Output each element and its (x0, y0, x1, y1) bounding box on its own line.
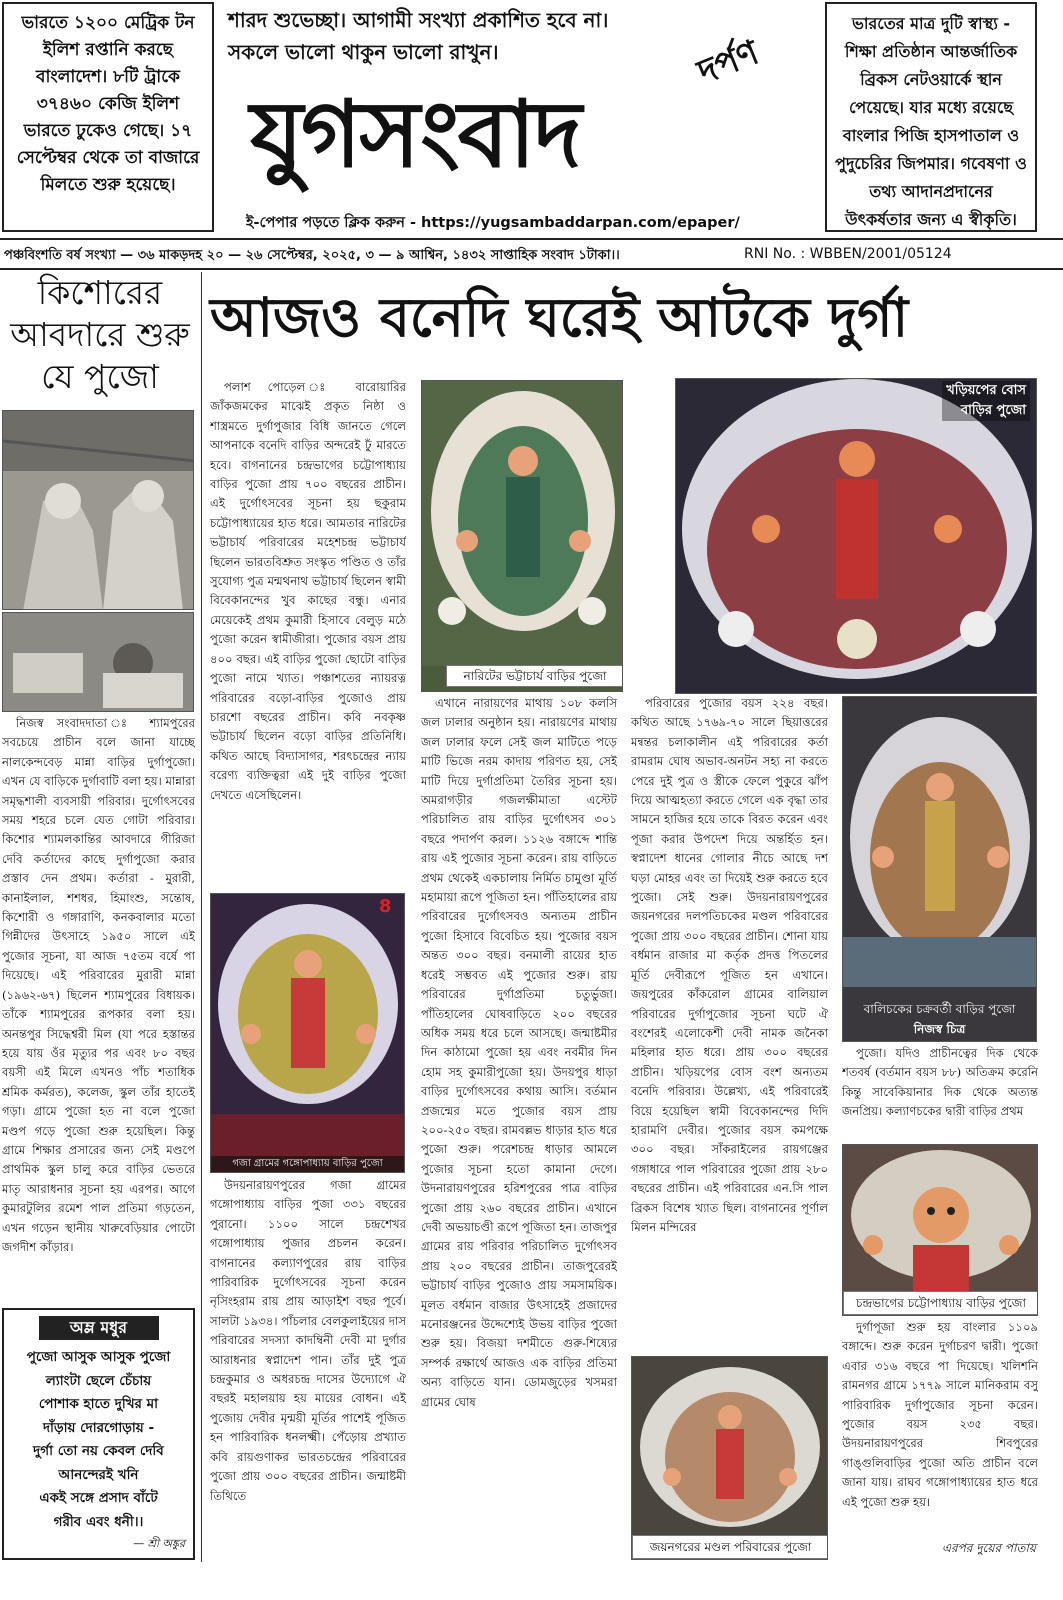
poem-lines (4, 1346, 193, 1534)
caption-jaynagar: জয়নগরের মণ্ডল পরিবারের পুজো (632, 1535, 828, 1559)
photo-khariop (675, 378, 1037, 694)
rni-number: RNI No. : WBBEN/2001/05124 (744, 246, 952, 262)
column-4-bottom-text: দুর্গাপূজা শুরু হয় বাংলার ১১০৯ বঙ্গাব্দে। শুরু করেন দুর্গাচরণ দ্বারী। পুজো এবার ৩১৬ বছরে পা দিয়েছে। খলিশনি রামনগর গ্রামে ১৭৭৯ সালে মানিকরাম বসু পারিবারিক দুর্গাপুজোর সূচনা করেন। পুজোর বয়স ২৩৫ বছর। উদয়নারায়ণপুরের শিবপুরের গাঙ্গুলিবাড়ির পুজো অতি প্রাচীন বলে জানা যায়। রাঘব গঙ্গোপাধ্যায়ের হাত ধরে এই পুজো শুরু হয়। (842, 1320, 1038, 1509)
column-4-top (842, 1044, 1038, 1142)
chandrabhag-idol-photo (843, 1145, 1038, 1295)
greeting-line-1: শারদ শুভেচ্ছা। আগামী সংখ্যা প্রকাশিত হবে না। (228, 8, 609, 32)
caption-balichak-line2: নিজস্ব চিত্র (913, 1022, 966, 1036)
greeting-line-2: সকলে ভালো থাকুন ভালো রাখুন। (228, 40, 499, 64)
caption-khariop-line2: বাড়ির পুজো (960, 403, 1026, 418)
caption-balichak-line1: বালিচকের চক্রবর্তী বাড়ির পুজো (863, 1002, 1016, 1016)
column-2-text: এখানে নারায়ণের মাথায় ১০৮ কলসি জল ঢালার অনুষ্ঠান হয়। নারায়ণের মাথায় জল ঢালার ফলে সেই জল মাটিতে পড়ে মাটি ভিজে নরম কাদায় পরিণত হয়, সেই মাটি দিয়ে দুর্গাপ্রতিমা তৈরির সূচনা হয়। অমরাগড়ীর গজলক্ষীমাতা এস্টেট পরিচালিত রায় বাড়ির দুর্গোৎসব ৩০১ বছরে পদার্পণ করল। ১১২৬ বঙ্গাব্দে শান্তি রায় এই পুজোর সূচনা করেন। রায় বাড়িতে প্রথম থেকেই একচালায় নির্মিত চামুণ্ডা মূর্তি মহামায়া রূপে পূজিতা হন। পাঁতিহালের রায় পরিবারের দুর্গোৎসবও অন্যতম প্রাচীন পুজো হিসাবে বিবেচিত হয়। পুজোর বয়স অন্তত ৩০০ বছর। বনমালী রায়ের হাত ধরেই সম্ভবত এই পুজোর শুরু। রায় পরিবারের দুর্গাপ্রতিমা চতুর্ভুজা। পাঁতিহালের ঘোষবাড়িতে ২০০ বছরের অধিক সময় ধরে চলে আসছে। জন্মাষ্টমীর দিন কাঠামো পুজো হয় এবং নবমীর দিন হোম সহ কুমারীপুজো হয়। উদয়পুর ধাড়া বাড়ির দুর্গোৎসবের কথায় আসি। বর্তমান প্রজন্মের মতে পুজোর বয়স প্রায় ২০০-২৫০ বছর। রামবল্লভ ধাড়ার হাত ধরে পুজো শুরু। পরেশচন্দ্র ধাড়ার আমলে পুজোর সূচনা হতো কামানা দেগে। উদনারায়ণপুরের হরিশপুরের পাত্র বাড়ির পুজো প্রায় ২৬০ বছরের প্রাচীন। এখানে দেবী অভয়াচণ্ডী রূপে পূজিতা হন। তাজপুর গ্রামের রায় পরিবার পরিচালিত দুর্গোৎসব প্রায় ২০০ বছরের প্রাচীন। তাজপুরেরই ভট্টাচার্য বাড়ির পুজোও প্রায় সমসাময়িক। মূলত বর্ধমান বাজার উৎসাহেই প্রজাদের মনোরঞ্জনের উদ্দেশ্যেই উভয় বাড়ির পুজো শুরু হয়। বিজয়া দশমীতে গুরু-শিষ্যের সম্পর্ক রক্ষার্থে আজও এক বাড়ির প্রতিমা অন্য বাড়িতে যান। ডোমজুড়ের খসমরা গ্রামের ঘোষ (421, 696, 617, 1409)
column-2 (421, 694, 617, 1562)
left-photo-workers (2, 612, 194, 712)
top-left-news-text: ভারতে ১২০০ মেট্রিক টন ইলিশ রপ্তানি করছে বাংলাদেশ। ৮টি ট্রাকে ৩৭৪৬০ কেজি ইলিশ ভারতে ঢুকেও গেছে। ১৭ সেপ্টেম্বর থেকে তা বাজারে মিলতে শুরু হয়েছে। (16, 13, 200, 195)
left-photo-artisans (2, 410, 194, 610)
poem-line: ল্যাংটা ছেলে চেঁচায় (45, 1372, 152, 1389)
header-rule-top (0, 238, 1063, 240)
caption-gaja: গজা গ্রামের গঙ্গোপাধ্যায় বাড়ির পুজো (211, 1156, 404, 1172)
column-1-bottom-text: উদয়নারায়ণপুরের গজা গ্রামের গঙ্গোপাধ্যায় বাড়ির পুজা ৩৩১ বছরের পুরানো। ১১০০ সালে চন্দ্রশেখর গঙ্গোপাধ্যায় পুজার প্রচলন করেন। বাগনানের কল্যাণপুরের রায় বাড়ির পারিবারিক দুর্গোৎসবের সূচনা করেন নৃসিংহরাম রায় প্রায় আড়াইশ বছর পূর্বে। সালটা ১৯৩৪। পাঁচলার বেলকুলাইয়ের দাস পরিবারের সদস্যা কাদম্বিনী দেবী মা দুর্গার আরাধনার স্বপ্নাদেশ পান। তাঁর দুই পুত্র চন্দ্রকুমার ও অধরচন্দ্র দাসের উদ্যোগে ঐ বছরই মহালয়ায় হয় মায়ের বোধন। এই পুজোয় দেবীর মৃন্ময়ী মূর্তির পাশেই পূজিত হন পারিবারিক ধনলক্ষ্মী। পেঁড়োয় প্রখ্যাত কবি রায়গুণাকর ভারতচন্দ্রের পরিবারের পুজো প্রায় ৩০০ বছরের প্রাচীন। জন্মাষ্টমী তিথিতে (210, 1178, 406, 1503)
balichak-idol-photo (843, 697, 1037, 1042)
main-headline: আজও বনেদি ঘরেই আটকে দুর্গা (210, 286, 909, 349)
masthead-title: যুগসংবাদ (250, 81, 580, 188)
left-story-text: নিজস্ব সংবাদদাতা ঃ শ্যামপুরের সবচেয়ে প্রাচীন বলে জানা যাচ্ছে নালকেন্দবেড় মান্না বাড়ির দুর্গাপুজো। এখন যে বাড়িকে দুর্গাবাটি বলা হয়। মান্নারা সমৃদ্ধশালী ব্যবসায়ী পরিবার। দুর্গোৎসবের সময় শহরে চলে যেত গোটা পরিবার। কিশোর শ্যামলকান্তির আবদারে গীরিজা দেবি কর্তাদের কাছে দুর্গাপুজো করার প্রস্তাব দেন প্রথম। কর্তারা - মুরারী, কানাইলাল, শশধর, হিমাংশু, সন্তোষ, কিশোরী ও গঙ্গারাণি, কনকবালার মতো গিন্নীদের উৎসাহে ১৯৫০ সালে এই পুজোর সূচনা, যা আজ ৭৫তম বর্ষে পা দিয়েছে। এই পরিবারের মুরারী মান্না (১৯৬২-৬৭) ছিলেন শ্যামপুরের বিধায়ক। তাঁকে শ্যামপুরের রূপকার বলা হয়। অনন্তপুর সিদ্ধেশ্বরী মিল (যা পরে হস্তান্তর হয়ে যায় ওঁর মৃত্যুর পর এবং ৮০ বছর বয়সী এই মিলে এখনও পাঁচ শতাধিক শ্রমিক কর্মরত), কলেজ, স্কুল তাঁর হাতেই গড়া। গ্রামে পুজো হত না বলে পুজো মণ্ডপ গড়ে পুজো শুরু হয়েছিল। কিন্তু গ্রামে শিক্ষার প্রসারের জন্য সেই মণ্ডপে প্রাথমিক স্কুল চালু করে বাড়ির ভেতরে মাতৃ আরাধনার সূচনা হয় এরপর। আগে কুমারটুলির রমেশ পাল প্রতিমা গড়তেন, এখন গড়েন স্থানীয় খারুবেড়িয়ার পোটো জগদীশ কাঁড়ার। (2, 716, 195, 1254)
top-right-news-text: ভারতের মাত্র দুটি স্বাস্থ্য - শিক্ষা প্রতিষ্ঠান আন্তর্জাতিক ব্রিকস নেটওয়ার্কে স্থান পেয়েছে। যার মধ্যে রয়েছে বাংলার পিজি হাসপাতাল ও পুদুচেরির জিপমার। গবেষণা ও তথ্য আদানপ্রদানের উৎকর্ষতার জন্য এ স্বীকৃতি। (835, 14, 1027, 229)
idol-making-photo (3, 411, 194, 610)
poem-line: পুজো আসুক আসুক পুজো (26, 1349, 171, 1365)
caption-khariop-line1: খড়িয়পের বোস (946, 383, 1026, 398)
jaynagar-idol-photo (632, 1357, 828, 1537)
column-1-top (210, 378, 406, 888)
column-3-text: পরিবারের পুজোর বয়স ২২৪ বছর। কথিত আছে ১৭৬৯-৭০ সালে ছিয়াত্তরের মন্বন্তর চলাকালীন এই পরিবারের কর্তা রামরাম ঘোষ অভাব-অনটন সহ্য না করতে পেরে দুই পুত্র ও স্ত্রীকে ফেলে পুকুরে ঝাঁপ দিয়ে আত্মহত্যা করতে গেলে এক বৃদ্ধা তার সামনে হাজির হয়ে তাকে বিরত করেন এবং পূজা করার উপদেশ দিয়ে অন্তর্হিত হন। স্বপ্নাদেশ ধানের গোলার নীচে আছে দশ ঘড়া মোহর এবং তা দিয়েই শুরু করতে হবে পুজো। সেই শুরু। উদয়নারায়ণপুরের জয়নগরের দলপতিচকের মণ্ডল পরিবারের পুজো প্রায় ৩০০ বছরের প্রাচীন। শোনা যায় বর্ধমান রাজার মা কর্তৃক প্রদত্ত পিতলের মূর্তি দেবীরূপে পূজিত হন এখানে। জয়পুরের কাঁকরোল গ্রামের বালিয়াল পরিবারের দুর্গাপুজোর সূচনা ঘটে ঐ বংশেরই এলোকেশী দেবী নামক জনৈকা মহিলার হাত ধরে। প্রায় ৩০০ বছরের প্রাচীন। খড়িয়পের বোস বংশ অন্যতম বনেদি পরিবার। উল্লেখ্য, এই পরিবারেই বিয়ে হয়েছিল স্বামী বিবেকানন্দের দিদি হারামণি দেবীর। পুজোর বয়স কমপক্ষে ৩০০ বছর। সাঁকরাইলের রায়গঞ্জের গঙ্গাধারে পাল পরিবারের পুজো প্রায় ২৮০ বছরের প্রাচীন। এই পরিবারের এন.সি পাল ব্রিকস বিশেষ খ্যাত ছিল। বাগনানের পূর্ণাল মিলন মন্দিরের (631, 696, 828, 1234)
issue-info: পঞ্চবিংশতি বর্ষ সংখ্যা — ৩৬ মাকড়দহ ২০ — ২৬ সেপ্টেম্বর, ২০২৫, ৩ — ৯ আশ্বিন, ১৪৩২ সাপ্তাহিক সংবাদ ১টাকা।। (4, 248, 620, 263)
photo-number: 8 (379, 896, 392, 917)
caption-balichak (843, 999, 1036, 1039)
poem-line: আনন্দেরই খনি (58, 1466, 139, 1483)
photo-jaynagar (631, 1356, 828, 1560)
poem-title: অম্ল মধুর (39, 1316, 159, 1340)
photo-gaja (210, 893, 405, 1173)
gaja-idol-photo (211, 894, 405, 1173)
photo-naritt (421, 380, 623, 692)
naritt-idol-photo (422, 381, 623, 666)
poem-line: দাঁড়ায় দোরগোড়ায় - (42, 1419, 155, 1436)
photo-chandrabhag (842, 1144, 1038, 1316)
column-4-top-text: পুজো। যদিও প্রাচীনত্বের দিক থেকে শতবর্ষ (বর্তমান বয়স ৮৮) অতিক্রম করেনি কিন্তু সাবেকিয়ানার দিক থেকে অত্যন্ত জনপ্রিয়। কল্যাণচকের দ্বারী বাড়ির প্রথম (842, 1046, 1038, 1119)
left-story-body (2, 714, 195, 1304)
caption-naritt: নারিটের ভট্টাচার্য বাড়ির পুজো (446, 665, 623, 687)
column-3 (631, 694, 828, 1354)
caption-chandrabhag: চন্দ্রভাগের চট্টোপাধ্যায় বাড়ির পুজো (843, 1291, 1038, 1315)
header-rule-bottom (0, 268, 1063, 270)
poem-box (2, 1308, 195, 1560)
column-1-bottom (210, 1176, 406, 1560)
poem-line: একই সঙ্গে প্রসাদ বাঁটে (39, 1490, 158, 1506)
caption-khariop (942, 381, 1030, 421)
khariop-idol-photo (676, 379, 1037, 694)
column-divider (201, 272, 202, 1562)
continued-note: এরপর দুয়ের পাতায় (941, 1541, 1036, 1555)
top-left-news-box (2, 2, 214, 232)
poem-line: পোশাক হাতে দুখির মা (38, 1396, 159, 1412)
left-story-headline: কিশোরের আবদারে শুরু যে পুজো (10, 273, 190, 396)
top-right-news-box (825, 2, 1037, 232)
column-1-top-text: পলাশ পোড়েল ঃ বারোয়ারির জাঁকজমকের মাঝেই প্রকৃত নিষ্ঠা ও শাস্ত্রমতে দুর্গাপুজার বিধি জানতে গেলে আপনাকে বনেদি বাড়ির অন্দরেই ঢুঁ মারতে হবে। বাগনানের চন্দ্রভাগের চট্টোপাধ্যায় বাড়ির পুজো প্রায় ৭০০ বছরের প্রাচীন। এই দুর্গোৎসবের সূচনা হয় ছকুরাম চট্টোপাধ্যায়ের হাত ধরে। আমতার নারিটের ভট্টাচার্য পরিবারের মহেশচন্দ্র ভট্টাচার্য ছিলেন ভারতবিশ্রুত সংস্কৃত পণ্ডিত ও তাঁর সুযোগ্য পুত্র মন্মথনাথ ভট্টাচার্য ছিলেন স্বামী বিবেকানন্দের খুব কাছের বন্ধু। এনার মেয়েকেই প্রথম কুমারী হিসাবে বেলুড় মঠে পুজো করেন স্বামীজীরা। পুজোর বয়স প্রায় ৪০০ বছর। এই বাড়ির পুজো ছোটো বাড়ির পুজো নামে খ্যাত। পঞ্চাশতের ন্যায়রত্ন পরিবারের বড়ো-বাড়ির পুজোও প্রায় চারশো বছরের প্রাচীন। কবি নবকৃষ্ণ ভট্টাচার্য ছিলেন বড়ো বাড়ির প্রতিনিধি। কথিত আছে বিদ্যাসাগর, শরৎচন্দ্রের ন্যায় বরেণ্য ব্যক্তিত্বরা এই দুই বাড়ির পুজো দেখতে এসেছিলেন। (210, 380, 406, 802)
column-4-bottom (842, 1318, 1038, 1538)
poem-line: গরীব এবং ধনী।। (53, 1513, 144, 1530)
poem-line: দুর্গা তো নয় কেবল দেবি (33, 1443, 164, 1459)
poem-author: — শ্রী অঙ্কুর (133, 1537, 185, 1550)
epaper-link[interactable]: ই-পেপার পড়তে ক্লিক করুন - https://yugsambaddarpan.com/epaper/ (246, 215, 740, 231)
workers-photo (3, 613, 194, 712)
photo-balichak (842, 696, 1037, 1042)
masthead-subtitle: দর্পণ (692, 32, 765, 93)
